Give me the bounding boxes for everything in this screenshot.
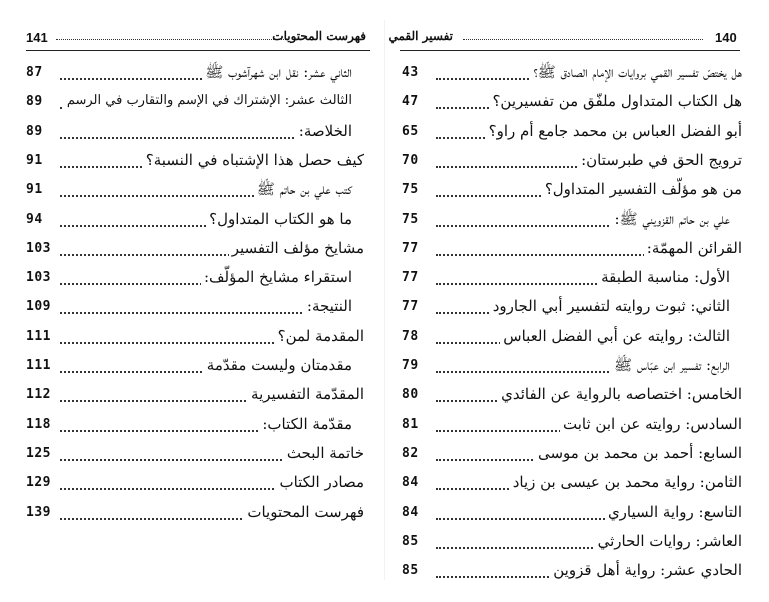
toc-entry (402, 412, 742, 438)
toc-page-number: 82 (402, 445, 419, 461)
toc-page-number: 94 (26, 211, 43, 227)
toc-page-number: 125 (26, 445, 51, 461)
toc-page-number: 89 (26, 94, 43, 110)
toc-entry (402, 441, 742, 467)
toc-page-number: 111 (26, 358, 51, 373)
right-header-rule (400, 50, 740, 51)
right-page (385, 0, 769, 602)
toc-entry (402, 148, 742, 174)
header-dot-leader (463, 39, 703, 40)
toc-entry (402, 558, 742, 584)
toc-entry-title: التاسع: رواية السياري (605, 500, 742, 524)
toc-entry (26, 265, 364, 291)
toc-entry (402, 353, 742, 379)
toc-entry-title: النتيجة: (304, 294, 352, 318)
toc-entry (402, 177, 742, 203)
toc-entry (26, 207, 364, 233)
toc-entry (402, 470, 742, 496)
toc-entry-title: كيف حصل هذا الإشتباه في النسبة؟ (143, 148, 364, 172)
toc-page-number: 87 (26, 65, 43, 80)
toc-entry-title: فهرست المحتويات (244, 500, 364, 524)
toc-entry (26, 177, 364, 203)
right-page-number: 140 (715, 30, 737, 45)
toc-entry (26, 470, 364, 496)
toc-entry (402, 60, 742, 86)
toc-entry-title: السابع: أحمد بن محمد بن موسى (535, 441, 742, 465)
toc-page-number: 84 (402, 475, 419, 491)
toc-entry (402, 382, 742, 408)
toc-entry (402, 236, 742, 262)
toc-entry-title: من هو مؤلّف التفسير المتداول؟ (542, 177, 742, 201)
toc-page-number: 112 (26, 387, 51, 403)
toc-entry (26, 500, 364, 526)
toc-entry (402, 294, 742, 320)
toc-page-number: 118 (26, 416, 51, 432)
toc-page-number: 111 (26, 328, 51, 344)
toc-entry (402, 529, 742, 555)
toc-page-number: 65 (402, 123, 419, 139)
toc-entry-title: خاتمة البحث (284, 441, 364, 465)
toc-entry-title: هل الكتاب المتداول ملفّق من تفسيرين؟ (489, 89, 742, 113)
toc-entry-title: مشايخ مؤلف التفسير (229, 236, 364, 260)
toc-page-number: 80 (402, 387, 419, 403)
toc-page-number: 91 (26, 152, 43, 168)
toc-entry-title: الخامس: اختصاصه بالرواية عن الفائدي (498, 382, 742, 406)
toc-entry (26, 119, 364, 145)
toc-page-number: 78 (402, 328, 419, 344)
toc-page-number: 77 (402, 270, 419, 286)
toc-entry (26, 324, 364, 350)
toc-entry-title: المقدّمة التفسيرية (248, 382, 364, 406)
toc-entry-title: الثامن: رواية محمد بن عيسى بن زياد (510, 470, 742, 494)
toc-entry-title: الثالث عشر: الإشتراك في الإسم والتقارب في الرسم (64, 89, 352, 113)
header-dot-leader (56, 39, 286, 40)
toc-page-number: 43 (402, 65, 419, 80)
toc-entry-title: الثالث: روايته عن أبي الفضل العباس (500, 324, 730, 348)
toc-entry-title: كتب علي بن حاتم ﷺ (254, 177, 352, 201)
toc-entry (402, 119, 742, 145)
toc-entry (26, 353, 364, 379)
toc-entry-title: الثاني: ثبوت روايته لتفسير أبي الجارود (490, 294, 730, 318)
toc-entry (402, 500, 742, 526)
toc-entry-title: أبو الفضل العباس بن محمد جامع أم راو؟ (486, 119, 742, 143)
toc-entry-title: السادس: روايته عن ابن ثابت (560, 412, 742, 436)
toc-entry (402, 89, 742, 115)
toc-entry (402, 265, 742, 291)
toc-page-number: 85 (402, 563, 419, 579)
left-page-number: 141 (26, 30, 48, 45)
toc-page-number: 75 (402, 211, 419, 227)
toc-entry (26, 412, 364, 438)
right-page-running-title: تفسير القمي (388, 29, 453, 43)
toc-entry-title: هل يختصّ تفسير القمي بروايات الإمام الصادق ﷺ؟ (530, 60, 742, 84)
toc-entry-title: علي بن حاتم القزويني ﷺ: (611, 207, 730, 231)
toc-page-number: 109 (26, 299, 51, 315)
toc-page-number: 85 (402, 533, 419, 549)
toc-entry (402, 324, 742, 350)
toc-entry-title: ما هو الكتاب المتداول؟ (206, 207, 352, 231)
toc-page-number: 47 (402, 94, 419, 110)
toc-page-number: 77 (402, 299, 419, 315)
toc-entry-title: مقدّمة الكتاب: (259, 412, 352, 436)
toc-entry-title: مقدمتان وليست مقدّمة (204, 353, 352, 377)
left-page (0, 0, 384, 602)
toc-page-number: 139 (26, 504, 51, 520)
left-header-rule (26, 50, 370, 51)
toc-page-number: 75 (402, 182, 419, 198)
toc-page-number: 89 (26, 123, 43, 139)
toc-entry (26, 236, 364, 262)
toc-entry-title: الحادي عشر: رواية أهل قزوين (550, 558, 742, 582)
toc-entry-title: الأول: مناسبة الطبقة (598, 265, 730, 289)
toc-entry (26, 441, 364, 467)
toc-page-number: 84 (402, 504, 419, 520)
right-page-header (385, 28, 769, 48)
toc-page-number: 103 (26, 240, 51, 256)
toc-entry-title: الرابع: تفسير ابن عبّاس ﷺ (611, 353, 730, 377)
toc-entry (402, 207, 742, 233)
toc-entry-title: المقدمة لمن؟ (275, 324, 364, 348)
toc-entry (26, 294, 364, 320)
toc-page-number: 103 (26, 270, 51, 286)
toc-entry (26, 89, 364, 115)
toc-page-number: 129 (26, 475, 51, 491)
left-page-header (0, 28, 384, 48)
toc-entry (26, 60, 364, 86)
toc-entry-title: العاشر: روايات الحارثي (595, 529, 742, 553)
toc-entry-title: الثاني عشر: نقل ابن شهرآشوب ﷺ (202, 60, 352, 84)
toc-page-number: 81 (402, 416, 419, 432)
toc-entry-title: استقراء مشايخ المؤلّف: (201, 265, 352, 289)
toc-entry-title: الخلاصة: (296, 119, 352, 143)
toc-entry-title: القرائن المهمّة: (644, 236, 742, 260)
toc-entry (26, 148, 364, 174)
toc-entry-title: ترويج الحق في طبرستان: (578, 148, 742, 172)
toc-page-number: 77 (402, 240, 419, 256)
toc-entry-title: مصادر الكتاب (276, 470, 364, 494)
toc-page-number: 79 (402, 358, 419, 373)
left-page-running-title: فهرست المحتويات (272, 29, 366, 43)
toc-page-number: 91 (26, 182, 43, 198)
toc-page-number: 70 (402, 152, 419, 168)
toc-entry (26, 382, 364, 408)
